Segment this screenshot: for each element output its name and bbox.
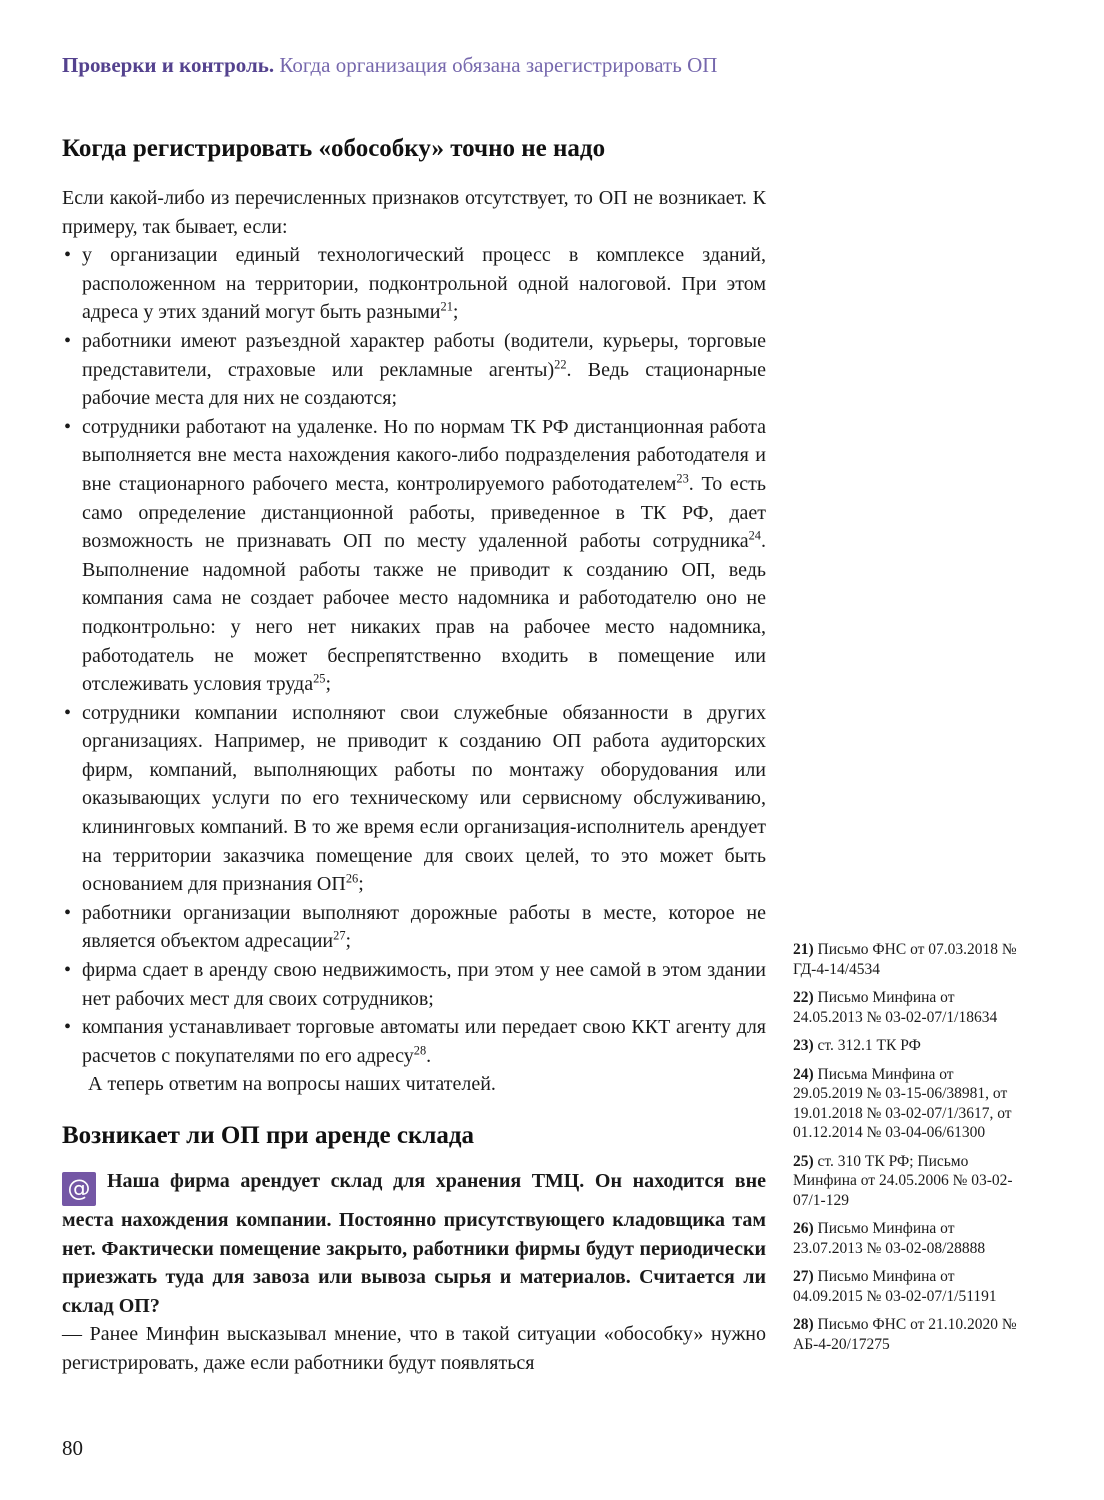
footnote-item (793, 1267, 1025, 1306)
footnote-text: Письмо Минфина от 24.05.2013 № 03-02-07/1/18634 (793, 989, 998, 1026)
footnote-item (793, 988, 1025, 1027)
bullet-item: • сотрудники работают на удаленке. Но по нормам ТК РФ дистанционная работа выполняется вне места нахождения какого-либо подразделения работодателя и вне стационарного рабочего места, контролируемого работодателем$^{23}$. То есть само определение дистанционной работы, приведенное в ТК РФ, дает возможность не признавать ОП по месту удаленной работы сотрудника$^{24}$. Выполнение надомной работы также не приводит к созданию ОП, ведь компания сама не создает рабочее место надомника и работодателю оно не подконтрольно: у него нет никаких прав на рабочее место надомника, работодатель не может беспрепятственно входить в помещение или отслеживать условия труда$^{25}$; (62, 413, 766, 699)
footnote-item (793, 1315, 1025, 1354)
footnote-item (793, 1152, 1025, 1211)
footnote-item (793, 1219, 1025, 1258)
footnote-number: 25) (793, 1152, 818, 1170)
footnote-number: 23) (793, 1037, 818, 1054)
footnote-number: 26) (793, 1220, 818, 1237)
bullet-item: • у организации единый технологический процесс в комплексе зданий, расположенном на территории, подконтрольной одной налоговой. При этом адреса у этих зданий могут быть разными$^{21}$; (62, 241, 766, 327)
footnote-number: 24) (793, 1065, 818, 1083)
footnote-ref: 24 (748, 528, 761, 543)
footnote-text: Письмо Минфина от 23.07.2013 № 03-02-08/28888 (793, 1220, 986, 1257)
footnotes-sidebar (793, 940, 1025, 1363)
footnote-number: 22) (793, 989, 818, 1006)
bullet-item: • сотрудники компании исполняют свои служебные обязанности в других организациях. Например, не приводит к созданию ОП работа аудиторских фирм, компаний, выполняющих работы по монтажу оборудования или оказывающих услуги по его техническому или сервисному обслуживанию, клининговых компаний. В то же время если организация-исполнитель арендует на территории заказчика помещение для своих целей, то это может быть основанием для признания ОП$^{26}$; (62, 699, 766, 899)
footnote-number: 28) (793, 1316, 818, 1333)
footnote-ref: 25 (313, 671, 326, 686)
article-subtitle: Когда организация обязана зарегистрировать ОП (279, 53, 718, 77)
article-body (62, 134, 766, 1378)
footnote-item (793, 1036, 1025, 1056)
bullet-item: • фирма сдает в аренду свою недвижимость, при этом у нее самой в этом здании нет рабочих мест для своих сотрудников; (62, 956, 766, 1013)
footnote-ref: 21 (440, 299, 453, 314)
article-heading-1: Когда регистрировать «обособку» точно не надо (62, 135, 606, 162)
footnote-ref: 28 (413, 1043, 427, 1058)
footnote-text: Письмо ФНС от 07.03.2018 № ГД-4-14/4534 (793, 941, 1017, 978)
footnote-number: 21) (793, 941, 818, 958)
page-number: 80 (62, 1436, 83, 1460)
article-heading-2: Возникает ли ОП при аренде склада (62, 1122, 475, 1149)
footnote-ref: 27 (333, 928, 346, 943)
page-kicker (62, 52, 1042, 78)
footnote-ref: 22 (554, 356, 567, 371)
footnote-item (793, 1065, 1025, 1143)
footnote-number: 27) (793, 1268, 818, 1285)
bullet-item: • компания устанавливает торговые автоматы или передает свою ККТ агенту для расчетов с покупателями по его адресу$^{28}$. (62, 1013, 766, 1070)
editor-answer: — Ранее Минфин высказывал мнение, что в такой ситуации «обособку» нужно регистрировать, даже если работники будут появляться (62, 1323, 766, 1374)
footnote-text: ст. 310 ТК РФ; Письмо Минфина от 24.05.2006 № 03-02-07/1-129 (793, 1152, 1013, 1209)
reader-question (62, 1167, 766, 1320)
bullet-list (62, 241, 766, 1070)
footnote-ref: 23 (676, 471, 689, 486)
bullet-item: • работники организации выполняют дорожные работы в месте, которое не является объектом адресации$^{27}$; (62, 899, 766, 956)
question-text: Наша фирма арендует склад для хранения ТМЦ. Он находится вне места нахождения компании. Постоянно присутствующего кладовщика там нет. Фактически помещение закрыто, работники фирмы будут периодически приезжать туда для завоза или вывоза сырья и материалов. Считается ли склад ОП? (62, 1170, 766, 1317)
footnote-item (793, 940, 1025, 979)
reader-letter-icon: @ (62, 1172, 96, 1206)
closing-paragraph: А теперь ответим на вопросы наших читателей. (88, 1073, 496, 1096)
bullet-item: • работники имеют разъездной характер работы (водители, курьеры, торговые представители, страховые или рекламные агенты)$^{22}$. Ведь стационарные рабочие места для них не создаются; (62, 327, 766, 413)
footnote-text: ст. 312.1 ТК РФ (817, 1037, 921, 1054)
footnote-text: Письмо Минфина от 04.09.2015 № 03-02-07/1/51191 (793, 1268, 997, 1305)
footnote-text: Письмо ФНС от 21.10.2020 № АБ-4-20/17275 (793, 1316, 1017, 1353)
footnote-text: Письма Минфина от 29.05.2019 № 03-15-06/38981, от 19.01.2018 № 03-02-07/1/3617, от 01.12.2014 № 03-04-06/61300 (793, 1065, 1012, 1141)
intro-paragraph: Если какой-либо из перечисленных признаков отсутствует, то ОП не возникает. К примеру, так бывает, если: (62, 187, 766, 238)
footnote-ref: 26 (345, 871, 359, 886)
section-title: Проверки и контроль. (62, 53, 275, 77)
